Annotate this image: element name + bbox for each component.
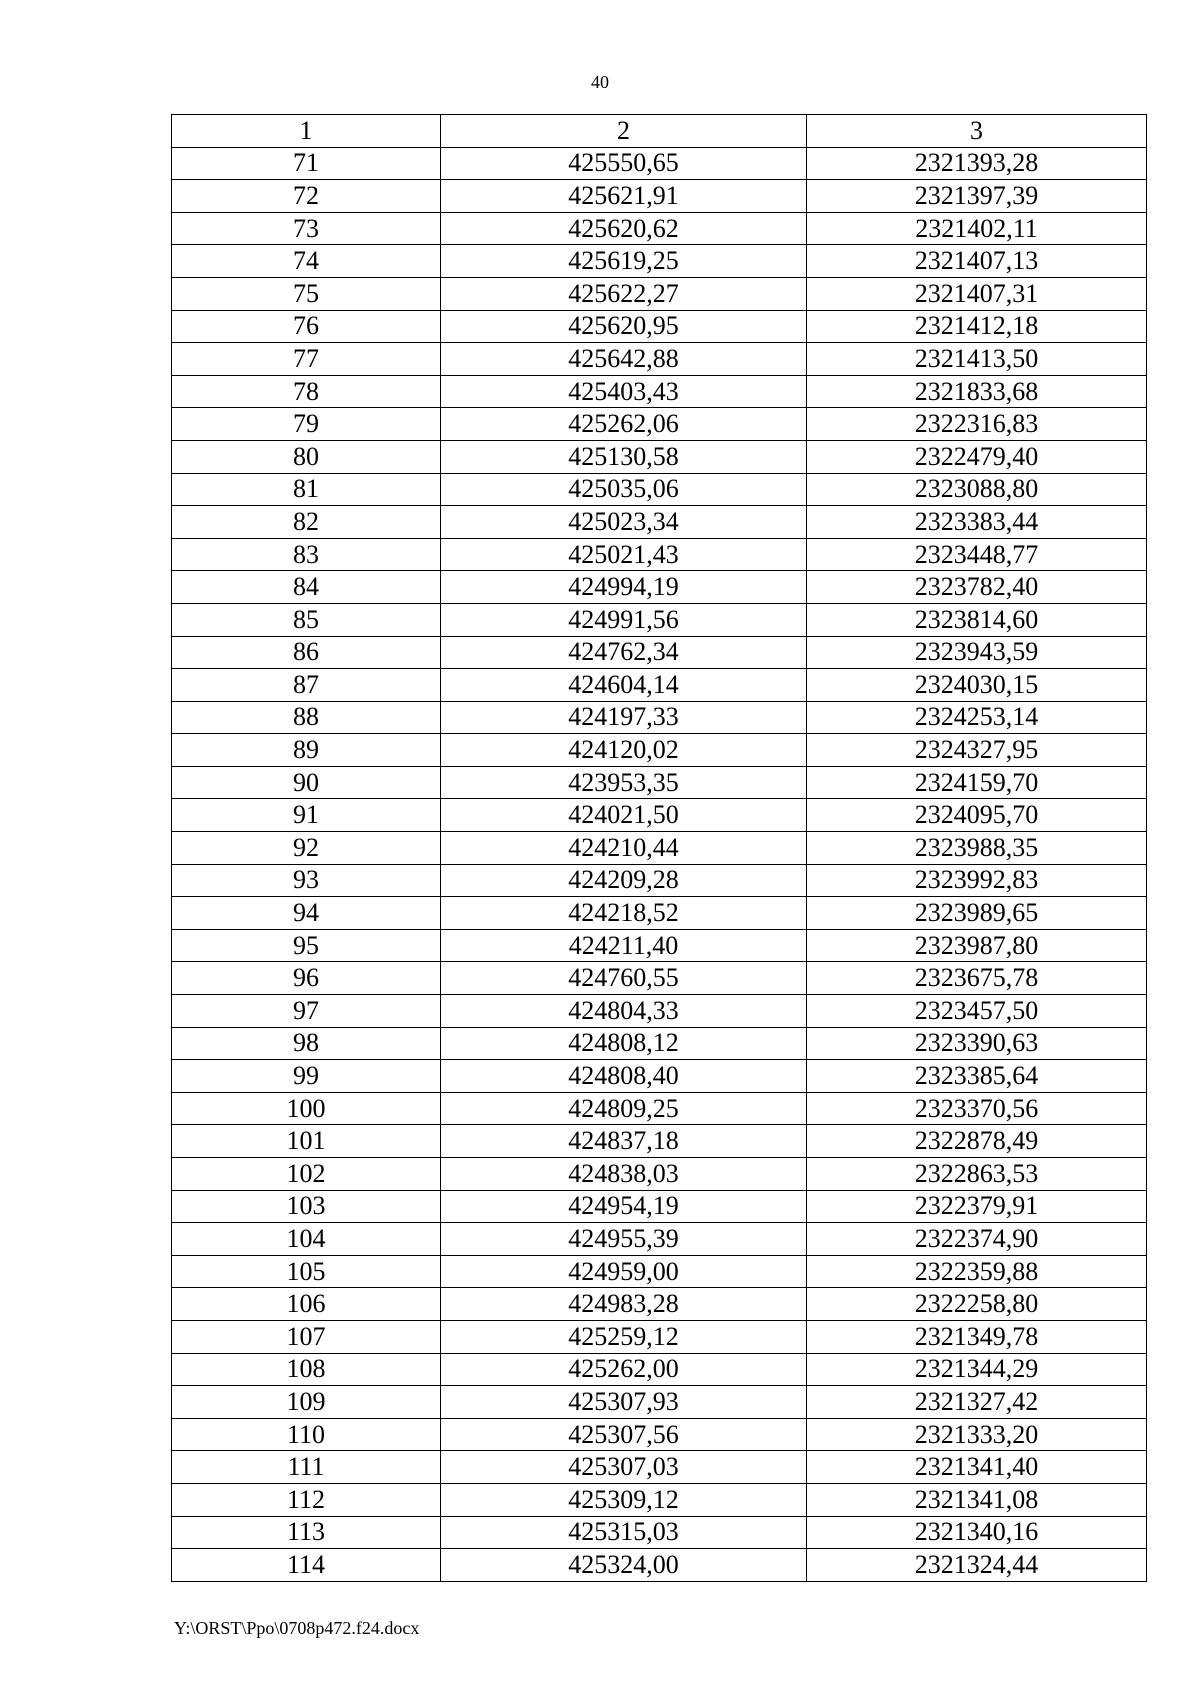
y-coordinate-cell: 2322878,49 [807, 1125, 1147, 1158]
point-number-cell: 98 [172, 1027, 441, 1060]
x-coordinate-cell: 425021,43 [441, 538, 807, 571]
table-row [172, 1516, 1147, 1549]
point-number-cell: 74 [172, 245, 441, 278]
x-coordinate-cell: 425307,03 [441, 1451, 807, 1484]
table-row [172, 408, 1147, 441]
point-number-cell: 79 [172, 408, 441, 441]
table-row [172, 1549, 1147, 1582]
table-row [172, 1223, 1147, 1256]
x-coordinate-cell: 424209,28 [441, 864, 807, 897]
y-coordinate-cell: 2321341,08 [807, 1483, 1147, 1516]
table-row [172, 636, 1147, 669]
x-coordinate-cell: 424762,34 [441, 636, 807, 669]
x-coordinate-cell: 424808,40 [441, 1060, 807, 1093]
x-coordinate-cell: 423953,35 [441, 766, 807, 799]
table-row [172, 1125, 1147, 1158]
table-row [172, 180, 1147, 213]
y-coordinate-cell: 2323988,35 [807, 832, 1147, 865]
table-row [172, 1158, 1147, 1191]
y-coordinate-cell: 2324253,14 [807, 701, 1147, 734]
y-coordinate-cell: 2321397,39 [807, 180, 1147, 213]
point-number-cell: 73 [172, 212, 441, 245]
point-number-cell: 95 [172, 929, 441, 962]
table-row [172, 245, 1147, 278]
table-header-row [172, 115, 1147, 148]
y-coordinate-cell: 2324159,70 [807, 766, 1147, 799]
point-number-cell: 71 [172, 147, 441, 180]
point-number-cell: 102 [172, 1158, 441, 1191]
table-row [172, 603, 1147, 636]
x-coordinate-cell: 424210,44 [441, 832, 807, 865]
y-coordinate-cell: 2321413,50 [807, 343, 1147, 376]
point-number-cell: 97 [172, 995, 441, 1028]
y-coordinate-cell: 2323457,50 [807, 995, 1147, 1028]
x-coordinate-cell: 424021,50 [441, 799, 807, 832]
table-row [172, 864, 1147, 897]
x-coordinate-cell: 424954,19 [441, 1190, 807, 1223]
point-number-cell: 89 [172, 734, 441, 767]
point-number-cell: 85 [172, 603, 441, 636]
x-coordinate-cell: 425403,43 [441, 375, 807, 408]
x-coordinate-cell: 424955,39 [441, 1223, 807, 1256]
x-coordinate-cell: 425259,12 [441, 1320, 807, 1353]
point-number-cell: 111 [172, 1451, 441, 1484]
point-number-cell: 99 [172, 1060, 441, 1093]
table-row [172, 1451, 1147, 1484]
x-coordinate-cell: 425324,00 [441, 1549, 807, 1582]
y-coordinate-cell: 2323370,56 [807, 1092, 1147, 1125]
y-coordinate-cell: 2321407,31 [807, 277, 1147, 310]
y-coordinate-cell: 2324030,15 [807, 669, 1147, 702]
y-coordinate-cell: 2323782,40 [807, 571, 1147, 604]
x-coordinate-cell: 424804,33 [441, 995, 807, 1028]
table-row [172, 1483, 1147, 1516]
column-header-1: 1 [172, 115, 441, 148]
table-row [172, 147, 1147, 180]
x-coordinate-cell: 424197,33 [441, 701, 807, 734]
table-row [172, 669, 1147, 702]
y-coordinate-cell: 2324327,95 [807, 734, 1147, 767]
table-row [172, 212, 1147, 245]
x-coordinate-cell: 424994,19 [441, 571, 807, 604]
table-row [172, 571, 1147, 604]
point-number-cell: 84 [172, 571, 441, 604]
y-coordinate-cell: 2323989,65 [807, 897, 1147, 930]
x-coordinate-cell: 425550,65 [441, 147, 807, 180]
table-row [172, 538, 1147, 571]
y-coordinate-cell: 2321340,16 [807, 1516, 1147, 1549]
point-number-cell: 104 [172, 1223, 441, 1256]
y-coordinate-cell: 2324095,70 [807, 799, 1147, 832]
point-number-cell: 78 [172, 375, 441, 408]
x-coordinate-cell: 425023,34 [441, 506, 807, 539]
y-coordinate-cell: 2322479,40 [807, 440, 1147, 473]
y-coordinate-cell: 2321333,20 [807, 1418, 1147, 1451]
point-number-cell: 81 [172, 473, 441, 506]
y-coordinate-cell: 2323814,60 [807, 603, 1147, 636]
x-coordinate-cell: 425642,88 [441, 343, 807, 376]
x-coordinate-cell: 425307,56 [441, 1418, 807, 1451]
table-row [172, 1288, 1147, 1321]
y-coordinate-cell: 2323943,59 [807, 636, 1147, 669]
table-row [172, 473, 1147, 506]
point-number-cell: 76 [172, 310, 441, 343]
y-coordinate-cell: 2323448,77 [807, 538, 1147, 571]
y-coordinate-cell: 2321407,13 [807, 245, 1147, 278]
y-coordinate-cell: 2321324,44 [807, 1549, 1147, 1582]
point-number-cell: 94 [172, 897, 441, 930]
point-number-cell: 103 [172, 1190, 441, 1223]
x-coordinate-cell: 424218,52 [441, 897, 807, 930]
y-coordinate-cell: 2322374,90 [807, 1223, 1147, 1256]
point-number-cell: 112 [172, 1483, 441, 1516]
point-number-cell: 101 [172, 1125, 441, 1158]
table-row [172, 375, 1147, 408]
point-number-cell: 114 [172, 1549, 441, 1582]
point-number-cell: 82 [172, 506, 441, 539]
table-row [172, 962, 1147, 995]
x-coordinate-cell: 424604,14 [441, 669, 807, 702]
x-coordinate-cell: 424120,02 [441, 734, 807, 767]
column-header-3: 3 [807, 115, 1147, 148]
x-coordinate-cell: 424808,12 [441, 1027, 807, 1060]
table-row [172, 277, 1147, 310]
y-coordinate-cell: 2321327,42 [807, 1386, 1147, 1419]
y-coordinate-cell: 2321349,78 [807, 1320, 1147, 1353]
y-coordinate-cell: 2321393,28 [807, 147, 1147, 180]
point-number-cell: 110 [172, 1418, 441, 1451]
column-header-2: 2 [441, 115, 807, 148]
point-number-cell: 92 [172, 832, 441, 865]
table-row [172, 929, 1147, 962]
point-number-cell: 88 [172, 701, 441, 734]
point-number-cell: 91 [172, 799, 441, 832]
y-coordinate-cell: 2323675,78 [807, 962, 1147, 995]
y-coordinate-cell: 2323992,83 [807, 864, 1147, 897]
x-coordinate-cell: 424959,00 [441, 1255, 807, 1288]
x-coordinate-cell: 424837,18 [441, 1125, 807, 1158]
x-coordinate-cell: 425619,25 [441, 245, 807, 278]
table-row [172, 440, 1147, 473]
point-number-cell: 75 [172, 277, 441, 310]
point-number-cell: 100 [172, 1092, 441, 1125]
table-row [172, 343, 1147, 376]
x-coordinate-cell: 425620,95 [441, 310, 807, 343]
point-number-cell: 77 [172, 343, 441, 376]
table-row [172, 310, 1147, 343]
y-coordinate-cell: 2323987,80 [807, 929, 1147, 962]
x-coordinate-cell: 424760,55 [441, 962, 807, 995]
x-coordinate-cell: 424983,28 [441, 1288, 807, 1321]
y-coordinate-cell: 2322863,53 [807, 1158, 1147, 1191]
point-number-cell: 105 [172, 1255, 441, 1288]
table-row [172, 1353, 1147, 1386]
table-row [172, 1255, 1147, 1288]
y-coordinate-cell: 2322258,80 [807, 1288, 1147, 1321]
table-row [172, 1418, 1147, 1451]
x-coordinate-cell: 425620,62 [441, 212, 807, 245]
x-coordinate-cell: 424809,25 [441, 1092, 807, 1125]
y-coordinate-cell: 2323383,44 [807, 506, 1147, 539]
x-coordinate-cell: 425262,00 [441, 1353, 807, 1386]
point-number-cell: 107 [172, 1320, 441, 1353]
x-coordinate-cell: 425262,06 [441, 408, 807, 441]
table-row [172, 1190, 1147, 1223]
point-number-cell: 87 [172, 669, 441, 702]
table-row [172, 1060, 1147, 1093]
table-row [172, 799, 1147, 832]
x-coordinate-cell: 425035,06 [441, 473, 807, 506]
y-coordinate-cell: 2322379,91 [807, 1190, 1147, 1223]
point-number-cell: 108 [172, 1353, 441, 1386]
y-coordinate-cell: 2321341,40 [807, 1451, 1147, 1484]
table-row [172, 1092, 1147, 1125]
point-number-cell: 106 [172, 1288, 441, 1321]
point-number-cell: 90 [172, 766, 441, 799]
y-coordinate-cell: 2321402,11 [807, 212, 1147, 245]
y-coordinate-cell: 2321344,29 [807, 1353, 1147, 1386]
y-coordinate-cell: 2322316,83 [807, 408, 1147, 441]
point-number-cell: 109 [172, 1386, 441, 1419]
table-row [172, 1320, 1147, 1353]
x-coordinate-cell: 424838,03 [441, 1158, 807, 1191]
x-coordinate-cell: 425130,58 [441, 440, 807, 473]
x-coordinate-cell: 425621,91 [441, 180, 807, 213]
footer-file-path: Y:\ORST\Ppo\0708p472.f24.docx [174, 1618, 420, 1638]
x-coordinate-cell: 425307,93 [441, 1386, 807, 1419]
y-coordinate-cell: 2321833,68 [807, 375, 1147, 408]
table-body [172, 147, 1147, 1581]
table-row [172, 734, 1147, 767]
table-row [172, 766, 1147, 799]
table-row [172, 832, 1147, 865]
x-coordinate-cell: 425622,27 [441, 277, 807, 310]
point-number-cell: 72 [172, 180, 441, 213]
table-row [172, 897, 1147, 930]
point-number-cell: 83 [172, 538, 441, 571]
point-number-cell: 93 [172, 864, 441, 897]
table-row [172, 1386, 1147, 1419]
table-row [172, 1027, 1147, 1060]
y-coordinate-cell: 2323390,63 [807, 1027, 1147, 1060]
point-number-cell: 96 [172, 962, 441, 995]
x-coordinate-cell: 425309,12 [441, 1483, 807, 1516]
page-number: 40 [591, 72, 609, 92]
point-number-cell: 86 [172, 636, 441, 669]
coordinates-table [171, 114, 1147, 1582]
x-coordinate-cell: 425315,03 [441, 1516, 807, 1549]
y-coordinate-cell: 2323088,80 [807, 473, 1147, 506]
table-row [172, 701, 1147, 734]
y-coordinate-cell: 2321412,18 [807, 310, 1147, 343]
point-number-cell: 80 [172, 440, 441, 473]
table-row [172, 995, 1147, 1028]
table-row [172, 506, 1147, 539]
y-coordinate-cell: 2323385,64 [807, 1060, 1147, 1093]
point-number-cell: 113 [172, 1516, 441, 1549]
x-coordinate-cell: 424211,40 [441, 929, 807, 962]
y-coordinate-cell: 2322359,88 [807, 1255, 1147, 1288]
x-coordinate-cell: 424991,56 [441, 603, 807, 636]
